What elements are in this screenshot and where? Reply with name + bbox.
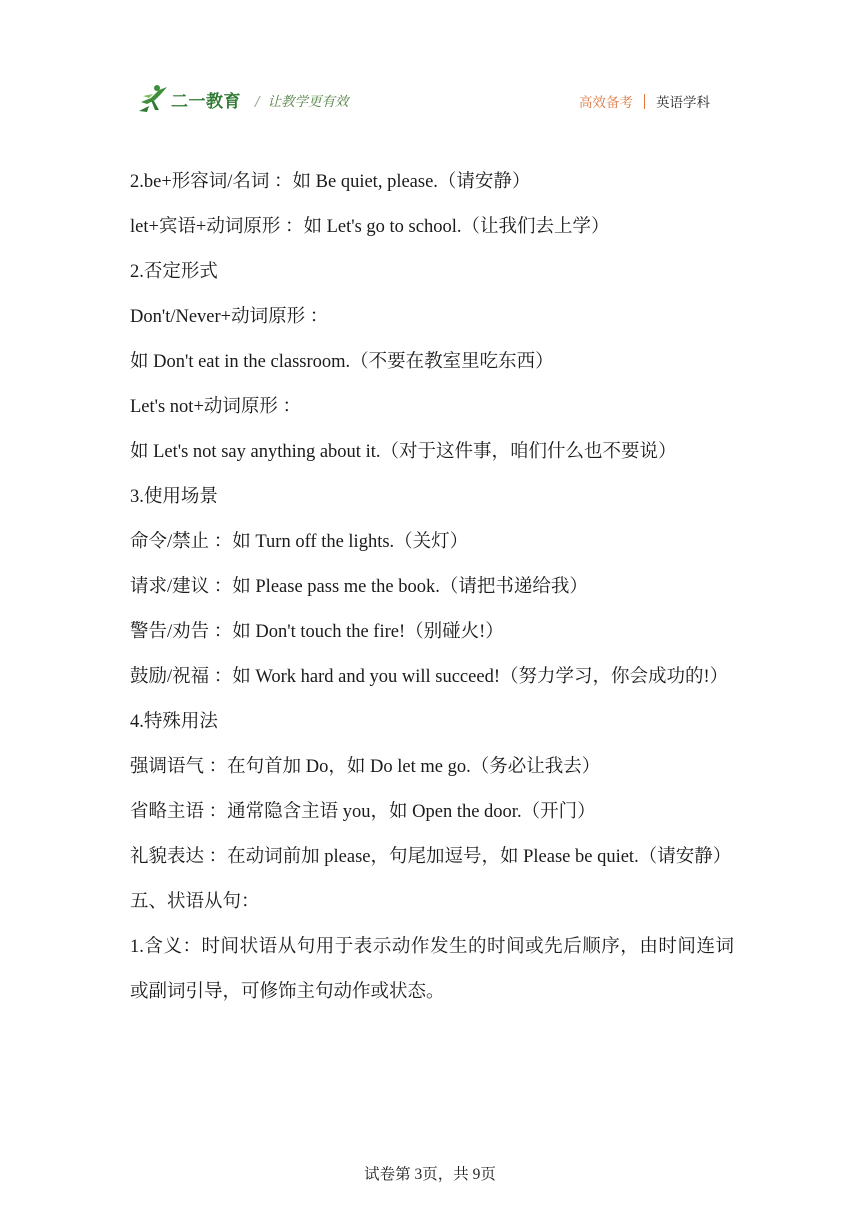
page-number: 试卷第 3页，共 9页	[364, 1166, 496, 1183]
running-figure-icon	[137, 84, 169, 114]
section-heading: 2.否定形式	[130, 262, 218, 282]
text-line: 省略主语 ：通常隐含主语 you，如 Open the door.（开门）	[130, 802, 596, 822]
text-line: Let's not+动词原形 ：	[130, 397, 302, 417]
slogan-divider: /	[255, 94, 260, 110]
text-line: 警告/劝告 ：如 Don't touch the fire!（别碰火!）	[130, 622, 504, 642]
subject-tag: 英语学科	[656, 95, 710, 111]
section-heading: 五、状语从句：	[130, 892, 260, 912]
text-paragraph: 鼓励/祝福 ：如 Work hard and you will succeed!（努力学习，你会成功的!）	[130, 667, 729, 687]
text-line: 请求/建议 ：如 Please pass me the book.（请把书递给我）	[130, 577, 588, 597]
brand-slogan	[255, 90, 349, 110]
text-line: 命令/禁止 ：如 Turn off the lights.（关灯）	[130, 532, 469, 552]
text-paragraph: 1.含义：时间状语从句用于表示动作发生的时间或先后顺序，由时间连词或副词引导，可修饰主句动作或状态。	[130, 937, 734, 1002]
brand-logo	[137, 84, 241, 114]
section-heading: 3.使用场景	[130, 487, 218, 507]
page-footer	[0, 1162, 860, 1184]
text-paragraph: 礼貌表达 ：在动词前加 please，句尾加逗号，如 Please be quiet.（请安静）	[130, 847, 732, 867]
text-line: 如 Let's not say anything about it.（对于这件事，咱们什么也不要说）	[130, 442, 677, 462]
section-heading: 4.特殊用法	[130, 712, 218, 732]
page-header	[0, 0, 860, 130]
header-tags	[579, 91, 710, 111]
text-line: 2.be+形容词/名词 ：如 Be quiet, please.（请安静）	[130, 172, 531, 192]
text-line: let+宾语+动词原形 ：如 Let's go to school.（让我们去上学）	[130, 217, 610, 237]
exam-tag: 高效备考	[579, 95, 633, 111]
slogan-text: 让教学更有效	[267, 94, 349, 110]
brand-name: 二一教育	[171, 91, 241, 112]
text-line: 强调语气 ：在句首加 Do，如 Do let me go.（务必让我去）	[130, 757, 601, 777]
document-body	[130, 160, 734, 1015]
text-line: Don't/Never+动词原形 ：	[130, 307, 329, 327]
tag-divider	[644, 94, 645, 109]
text-line: 如 Don't eat in the classroom.（不要在教室里吃东西）	[130, 352, 554, 372]
